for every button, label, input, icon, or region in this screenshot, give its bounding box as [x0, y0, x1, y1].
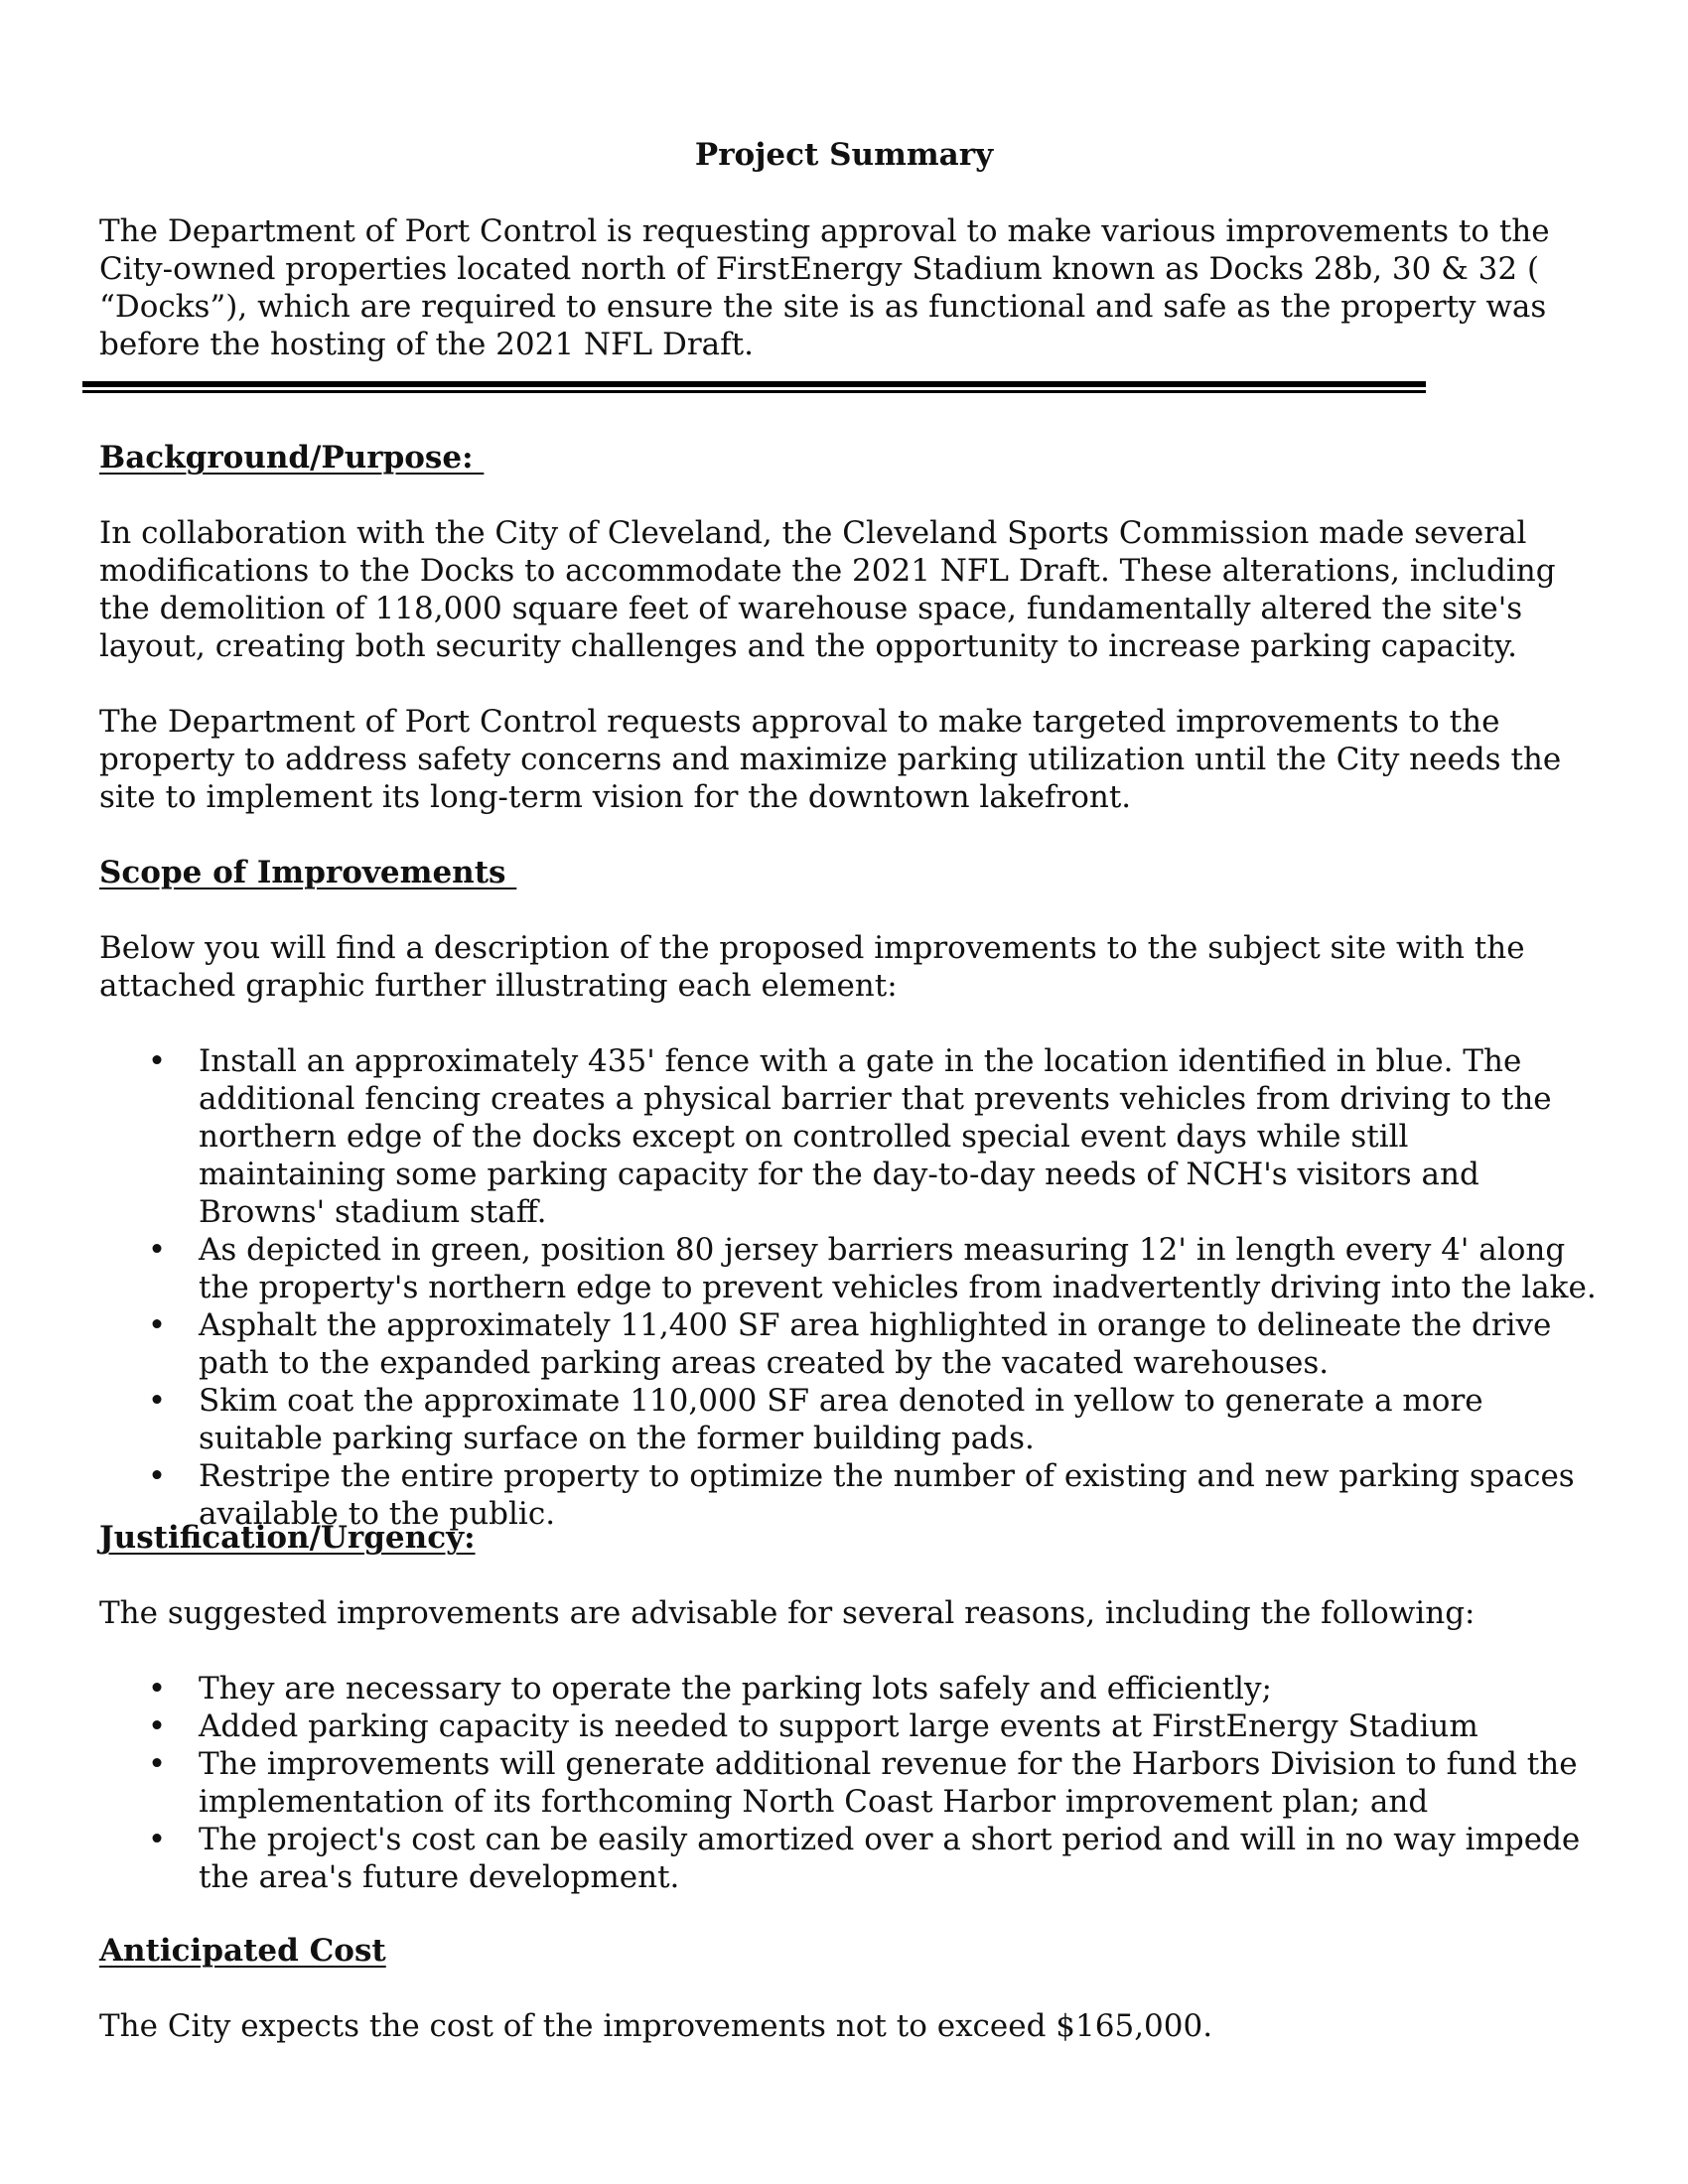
page-title: Project Summary — [694, 137, 994, 173]
list-item — [99, 1306, 1599, 1382]
cost-paragraph: The City expects the cost of the improvements not to exceed $165,000. — [99, 2008, 1213, 2044]
list-item-text: They are necessary to operate the parking lots safely and efficiently; — [199, 1671, 1272, 1706]
scope-heading: Scope of Improvements — [99, 855, 517, 890]
summary-paragraph: The Department of Port Control is requesting approval to make various improvements to the City-owned properties located north of FirstEnergy Stadium known as Docks 28b, 30 & 32 ( “Docks”), which are required to ensure the site is as functional and safe as the property was before the hosting of the 2021 NFL Draft. — [99, 213, 1550, 362]
rule-thick-line — [82, 381, 1426, 387]
background-heading: Background/Purpose: — [99, 440, 485, 476]
background-paragraph-2: The Department of Port Control requests approval to make targeted improvements to the property to address safety concerns and maximize parking utilization until the City needs the site to implement its long-term vision for the downtown lakefront. — [99, 704, 1562, 815]
bullet-marker: • — [147, 1307, 167, 1343]
list-item — [99, 1231, 1599, 1306]
list-item-text: Install an approximately 435' fence with a gate in the location identified in blue. The additional fencing creates a physical barrier that prevents vehicles from driving to the northern edge of the docks except on controlled special event days while still maintaining some parking capacity for the day-to-day needs of NCH's visitors and Browns' stadium staff. — [199, 1043, 1552, 1230]
background-paragraph-1: In collaboration with the City of Cleveland, the Cleveland Sports Commission made several modifications to the Docks to accommodate the 2021 NFL Draft. These alterations, including the demolition of 118,000 square feet of warehouse space, fundamentally altered the site's layout, creating both security challenges and the opportunity to increase parking capacity. — [99, 515, 1556, 664]
list-item-text: Restripe the entire property to optimize the number of existing and new parking spaces available to the public. — [199, 1458, 1575, 1532]
cost-heading: Anticipated Cost — [99, 1933, 386, 1969]
list-item-text: Skim coat the approximate 110,000 SF area denoted in yellow to generate a more suitable parking surface on the former building pads. — [199, 1383, 1483, 1456]
list-item — [99, 1042, 1599, 1231]
bullet-marker: • — [147, 1458, 167, 1494]
rule-thin-line — [82, 390, 1426, 393]
bullet-marker: • — [147, 1746, 167, 1782]
justification-heading: Justification/Urgency: — [99, 1520, 476, 1556]
bullet-marker: • — [147, 1383, 167, 1419]
scope-bullet-list — [99, 1042, 1599, 1533]
scope-intro-paragraph: Below you will find a description of the proposed improvements to the subject site with the attached graphic further illustrating each element: — [99, 930, 1525, 1004]
bullet-marker: • — [147, 1671, 167, 1706]
list-item-text: As depicted in green, position 80 jersey barriers measuring 12' in length every 4' along the property's northern edge to prevent vehicles from inadvertently driving into the lake. — [199, 1232, 1597, 1305]
justification-bullet-list — [99, 1670, 1599, 1896]
bullet-marker: • — [147, 1822, 167, 1857]
list-item-text: Asphalt the approximately 11,400 SF area highlighted in orange to delineate the drive path to the expanded parking areas created by the vacated warehouses. — [199, 1307, 1552, 1381]
list-item — [99, 1670, 1599, 1707]
list-item — [99, 1707, 1599, 1745]
list-item-text: Added parking capacity is needed to support large events at FirstEnergy Stadium — [199, 1708, 1478, 1744]
bullet-marker: • — [147, 1708, 167, 1744]
list-item — [99, 1821, 1599, 1896]
bullet-marker: • — [147, 1043, 167, 1079]
double-rule-divider — [82, 381, 1426, 394]
justification-intro-paragraph: The suggested improvements are advisable for several reasons, including the following: — [99, 1595, 1476, 1631]
list-item — [99, 1382, 1599, 1457]
bullet-marker: • — [147, 1232, 167, 1268]
list-item-text: The project's cost can be easily amortized over a short period and will in no way impede the area's future development. — [199, 1822, 1581, 1895]
list-item-text: The improvements will generate additional revenue for the Harbors Division to fund the implementation of its forthcoming North Coast Harbor improvement plan; and — [199, 1746, 1578, 1820]
list-item — [99, 1745, 1599, 1821]
